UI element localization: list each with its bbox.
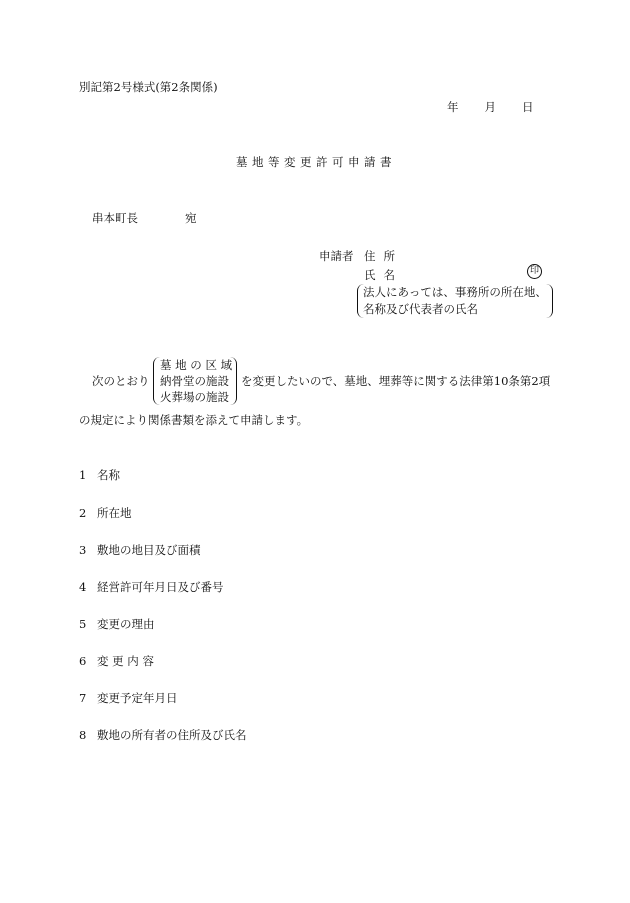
item-number: 6 — [79, 654, 87, 668]
item-label: 敷地の所有者の住所及び氏名 — [97, 728, 247, 742]
addressee-name: 串本町長 — [92, 211, 138, 225]
body-text-line2: の規定により関係書類を添えて申請します。 — [79, 413, 309, 427]
facility-option-ossuary: 納骨堂の施設 — [160, 374, 229, 388]
document-title: 墓地等変更許可申請書 — [236, 155, 396, 169]
item-label: 変更の理由 — [97, 617, 155, 631]
item-label: 所在地 — [97, 506, 132, 520]
name-label: 氏名 — [364, 268, 403, 282]
list-item — [79, 653, 154, 669]
item-number: 2 — [79, 506, 87, 520]
seal-mark: 印 — [527, 264, 542, 279]
applicant-label: 申請者 — [319, 249, 354, 263]
facility-options-bracket — [153, 357, 237, 405]
body-lead-text: 次のとおり — [92, 374, 150, 388]
item-label: 名称 — [97, 468, 120, 482]
item-number: 4 — [79, 580, 87, 594]
date-year-label: 年 — [447, 100, 459, 114]
item-number: 1 — [79, 468, 87, 482]
form-identifier: 別記第2号様式(第2条関係) — [79, 80, 218, 94]
corporation-note-bracket — [357, 284, 553, 318]
item-label: 経営許可年月日及び番号 — [97, 580, 224, 594]
item-label: 変 更 内 容 — [97, 654, 154, 668]
list-item — [79, 579, 224, 595]
list-item — [79, 616, 155, 632]
corporation-note-line2: 名称及び代表者の氏名 — [363, 302, 478, 316]
list-item — [79, 690, 178, 706]
list-item — [79, 467, 120, 483]
body-text-line1: を変更したいので、墓地、埋葬等に関する法律第10条第2項 — [241, 374, 551, 388]
list-item — [79, 542, 201, 558]
item-number: 8 — [79, 728, 87, 742]
addressee-suffix: 宛 — [185, 211, 197, 225]
date-day-label: 日 — [522, 100, 534, 114]
corporation-note-line1: 法人にあっては、事務所の所在地、 — [363, 285, 547, 299]
item-label: 変更予定年月日 — [97, 691, 178, 705]
address-label: 住所 — [364, 249, 403, 263]
facility-option-crematorium: 火葬場の施設 — [160, 390, 229, 404]
date-line — [447, 99, 534, 115]
list-item — [79, 727, 247, 743]
item-number: 7 — [79, 691, 87, 705]
item-number: 3 — [79, 543, 87, 557]
list-item — [79, 505, 132, 521]
item-label: 敷地の地目及び面積 — [97, 543, 201, 557]
facility-option-cemetery: 墓 地 の 区 域 — [160, 358, 233, 372]
date-month-label: 月 — [484, 100, 496, 114]
item-number: 5 — [79, 617, 87, 631]
